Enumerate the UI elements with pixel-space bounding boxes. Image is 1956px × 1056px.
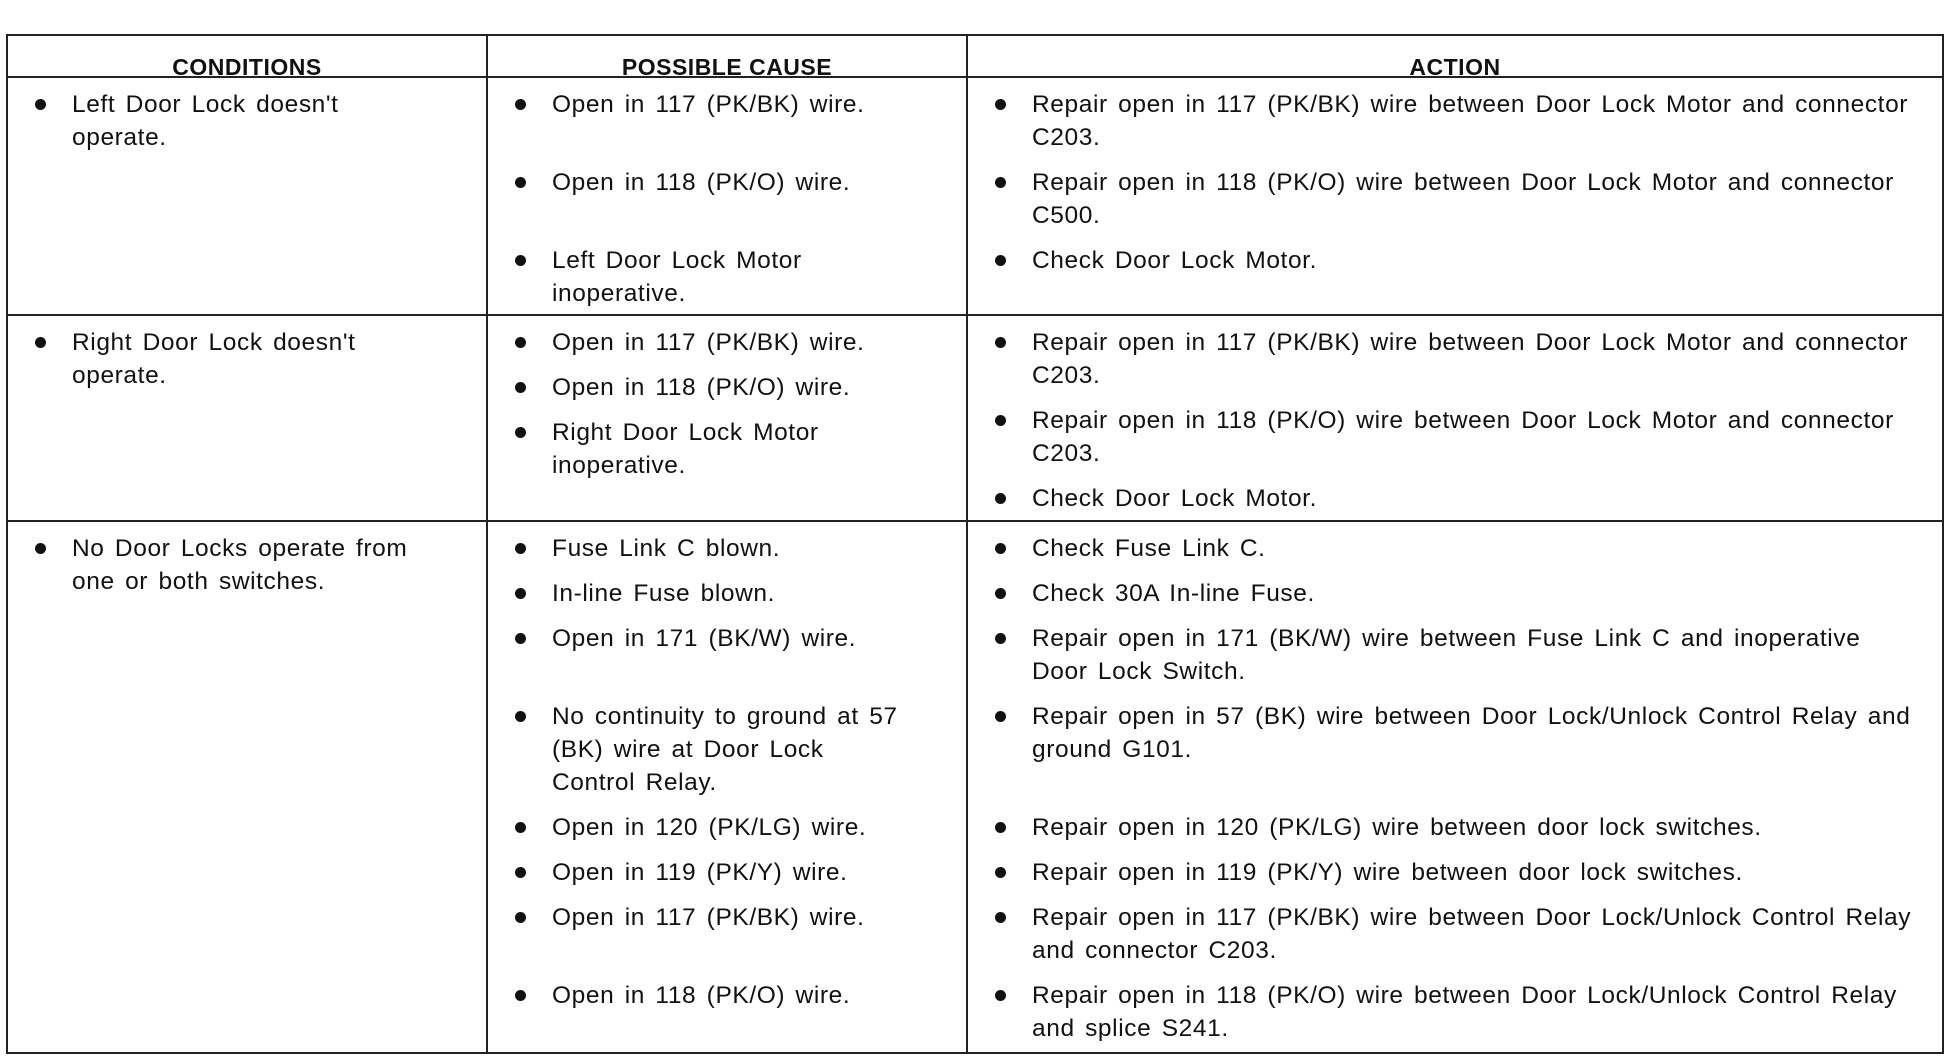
action-item: Repair open in 119 (PK/Y) wire between door lock switches. [968, 856, 1942, 901]
cause-item: Open in 118 (PK/O) wire. [488, 371, 966, 416]
condition-item: Left Door Lock doesn't operate. [8, 88, 486, 154]
cause-item: Open in 118 (PK/O) wire. [488, 166, 966, 244]
action-item: Repair open in 171 (BK/W) wire between Fuse Link C and inoperative Door Lock Switch. [968, 622, 1942, 700]
table-row [8, 522, 1942, 1052]
cause-item: Open in 117 (PK/BK) wire. [488, 88, 966, 166]
action-cell [968, 522, 1942, 1052]
action-item: Check Door Lock Motor. [968, 482, 1942, 515]
action-item: Repair open in 57 (BK) wire between Door Lock/Unlock Control Relay and ground G101. [968, 700, 1942, 811]
cause-item: Fuse Link C blown. [488, 532, 966, 577]
action-item: Repair open in 117 (PK/BK) wire between Door Lock Motor and connector C203. [968, 326, 1942, 404]
table-row [8, 78, 1942, 316]
action-cell [968, 316, 1942, 520]
diagnosis-table [6, 34, 1944, 1054]
header-action: ACTION [1409, 54, 1501, 80]
condition-cell [8, 522, 488, 1052]
cause-item: Open in 118 (PK/O) wire. [488, 979, 966, 1012]
cause-item: No continuity to ground at 57 (BK) wire at Door Lock Control Relay. [488, 700, 966, 811]
action-cell [968, 78, 1942, 314]
action-item: Check Door Lock Motor. [968, 244, 1942, 277]
cause-item: Open in 117 (PK/BK) wire. [488, 901, 966, 979]
table-header-row [8, 36, 1942, 78]
cause-item: In-line Fuse blown. [488, 577, 966, 622]
cause-cell [488, 316, 968, 520]
action-item: Check Fuse Link C. [968, 532, 1942, 577]
header-possible-cause: POSSIBLE CAUSE [488, 36, 968, 76]
condition-cell [8, 78, 488, 314]
action-item: Repair open in 117 (PK/BK) wire between Door Lock Motor and connector C203. [968, 88, 1942, 166]
table-row [8, 316, 1942, 522]
cause-item: Open in 171 (BK/W) wire. [488, 622, 966, 700]
action-item: Repair open in 118 (PK/O) wire between Door Lock Motor and connector C203. [968, 404, 1942, 482]
cause-cell [488, 78, 968, 314]
condition-item: Right Door Lock doesn't operate. [8, 326, 486, 392]
action-item: Repair open in 117 (PK/BK) wire between Door Lock/Unlock Control Relay and connector C203. [968, 901, 1942, 979]
condition-item: No Door Locks operate from one or both switches. [8, 532, 486, 598]
action-item: Repair open in 120 (PK/LG) wire between door lock switches. [968, 811, 1942, 856]
condition-cell [8, 316, 488, 520]
cause-item: Right Door Lock Motor inoperative. [488, 416, 966, 482]
cause-item: Left Door Lock Motor inoperative. [488, 244, 966, 310]
header-conditions: CONDITIONS [8, 36, 488, 76]
action-item: Repair open in 118 (PK/O) wire between Door Lock/Unlock Control Relay and splice S241. [968, 979, 1942, 1045]
cause-cell [488, 522, 968, 1052]
action-item: Repair open in 118 (PK/O) wire between Door Lock Motor and connector C500. [968, 166, 1942, 244]
cause-item: Open in 117 (PK/BK) wire. [488, 326, 966, 371]
cause-item: Open in 120 (PK/LG) wire. [488, 811, 966, 856]
action-item: Check 30A In-line Fuse. [968, 577, 1942, 622]
cause-item: Open in 119 (PK/Y) wire. [488, 856, 966, 901]
